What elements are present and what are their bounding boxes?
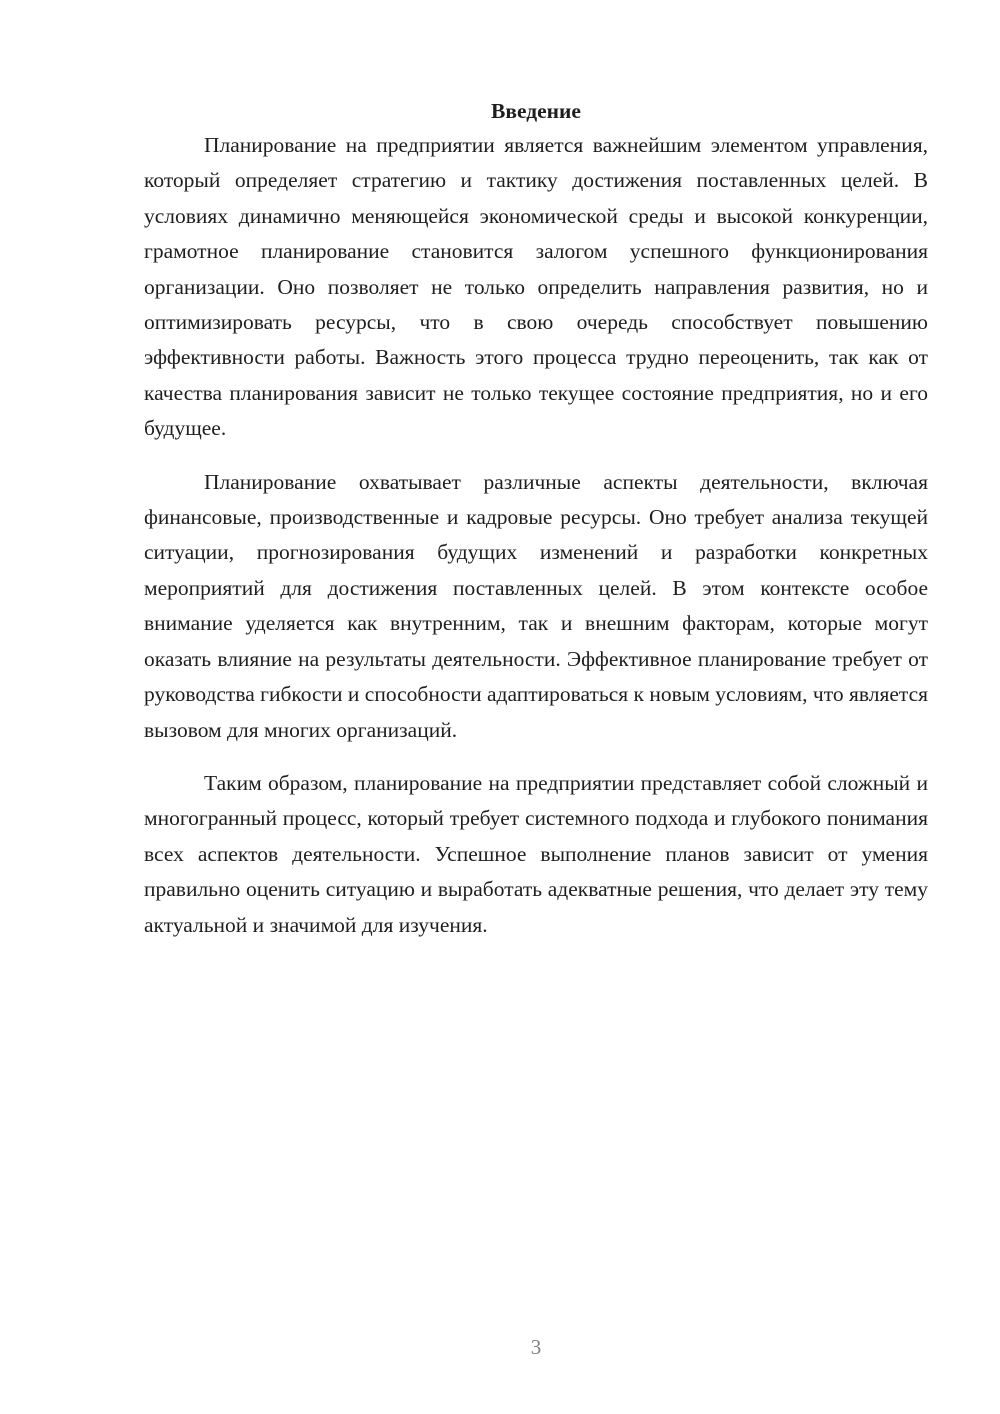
paragraph-3: Таким образом, планирование на предприятии представляет собой сложный и многогранный процесс, который требует системного подхода и глубокого понимания всех аспектов деятельности. Успешное выполнение планов зависит от умения правильно оценить ситуацию и выработать адекватные решения, что делает эту тему актуальной и значимой для изучения.	[144, 770, 928, 937]
section-title: Введение	[491, 99, 581, 123]
page-content	[144, 94, 928, 943]
paragraph-1: Планирование на предприятии является важнейшим элементом управления, который определяет стратегию и тактику достижения поставленных целей. В условиях динамично меняющейся экономической среды и высокой конкуренции, грамотное планирование становится залогом успешного функционирования организации. Оно позволяет не только определить направления развития, но и оптимизировать ресурсы, что в свою очередь способствует повышению эффективности работы. Важность этого процесса трудно переоценить, так как от качества планирования зависит не только текущее состояние предприятия, но и его будущее.	[144, 133, 928, 441]
page-number: 3	[530, 1335, 542, 1359]
paragraph-2: Планирование охватывает различные аспекты деятельности, включая финансовые, производственные и кадровые ресурсы. Оно требует анализа текущей ситуации, прогнозирования будущих изменений и разработки конкретных мероприятий для достижения поставленных целей. В этом контексте особое внимание уделяется как внутренним, так и внешним факторам, которые могут оказать влияние на результаты деятельности. Эффективное планирование требует от руководства гибкости и способности адаптироваться к новым условиям, что является вызовом для многих организаций.	[144, 469, 928, 742]
